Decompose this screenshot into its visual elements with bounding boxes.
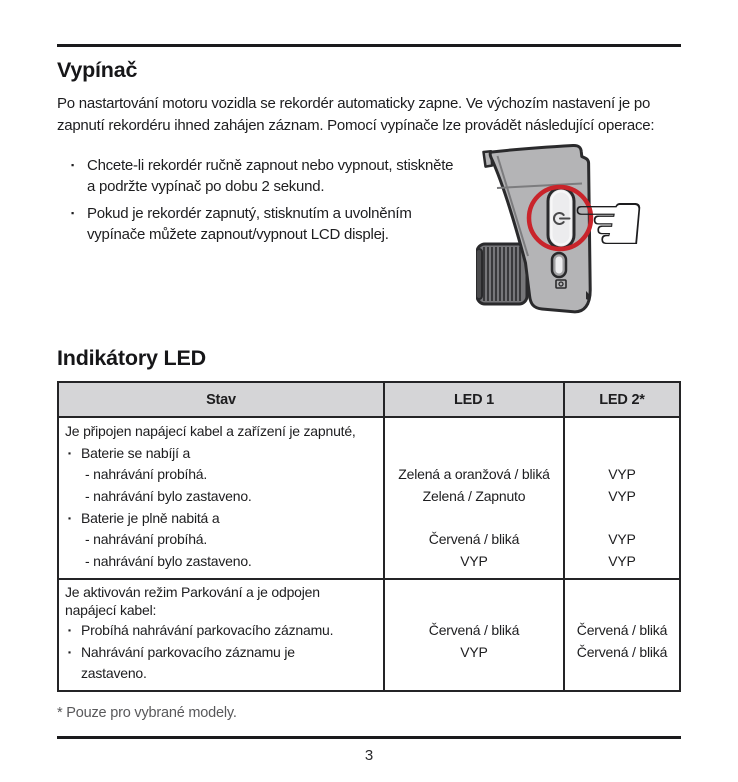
dashcam-figure-svg (476, 143, 681, 330)
stav-line (65, 486, 381, 508)
led1-value (387, 583, 561, 602)
top-rule (57, 44, 681, 47)
bullet-square-icon: ▪ (68, 625, 71, 635)
stav-line-text: Baterie je plně nabitá a (81, 509, 220, 526)
led-table-row (59, 578, 679, 690)
stav-line (65, 663, 381, 685)
led-table-row (59, 418, 679, 578)
led2-value: VYP (608, 466, 636, 483)
dashcam-illustration (476, 143, 681, 335)
led1-value: VYP (460, 643, 488, 660)
led-table-header (59, 383, 679, 418)
led2-value (567, 601, 677, 620)
stav-line-text: napájecí kabel: (65, 602, 157, 619)
stav-line (65, 529, 381, 551)
power-bullet-list (57, 155, 476, 251)
stav-line-text: Nahrávání parkovacího záznamu je (81, 643, 295, 660)
lens-barrel (476, 244, 527, 304)
table-footnote: * Pouze pro vybrané modely. (57, 705, 237, 722)
stav-line-text: - nahrávání bylo zastaveno. (85, 553, 252, 570)
led1-value: Červená / bliká (428, 531, 520, 548)
led2-value (567, 421, 677, 443)
stav-line (65, 443, 381, 465)
power-bullet-text: Pokud je rekordér zapnutý, stisknutím a uvolněním vypínače můžete zapnout/vypnout LCD displej. (87, 205, 412, 243)
stav-line (65, 551, 381, 573)
bullet-square-icon: ▪ (71, 208, 74, 218)
stav-line-text: - nahrávání bylo zastaveno. (85, 488, 252, 505)
bullet-square-icon: ▪ (71, 160, 74, 170)
side-slot (552, 253, 566, 277)
power-bullet-item (71, 155, 462, 197)
power-intro-paragraph: Po nastartování motoru vozidla se rekordér automaticky zapne. Ve výchozím nastavení je po zapnutí rekordéru ihned zahájen záznam. Pomocí vypínače lze provádět následující operace: (57, 95, 655, 134)
led2-value: VYP (608, 531, 636, 548)
stav-line-text: zastaveno. (81, 665, 147, 682)
stav-line-text: Je připojen napájecí kabel a zařízení je zapnuté, (65, 423, 356, 439)
stav-line-text: Je aktivován režim Parkování a je odpojen (65, 583, 320, 600)
cell-led1 (383, 580, 563, 690)
stav-line-text: - nahrávání probíhá. (85, 466, 208, 483)
led2-value: VYP (608, 488, 636, 505)
section-title-led: Indikátory LED (57, 346, 206, 370)
stav-line-text: - nahrávání probíhá. (85, 531, 208, 548)
stav-line (65, 642, 381, 664)
led-table-body (59, 418, 679, 690)
bullet-square-icon: ▪ (68, 447, 71, 458)
column-header-led1: LED 1 (383, 383, 563, 416)
led1-value (387, 421, 561, 443)
stav-line (65, 620, 381, 642)
led2-value: Červená / bliká (576, 643, 668, 660)
stav-line (65, 464, 381, 486)
led1-value (387, 443, 561, 465)
led1-value (387, 508, 561, 530)
bullet-square-icon: ▪ (68, 512, 71, 523)
cell-stav (59, 418, 383, 578)
led2-value (567, 508, 677, 530)
stav-line-text: Probíhá nahrávání parkovacího záznamu. (81, 622, 334, 638)
led2-value: VYP (608, 553, 636, 570)
section-title-power: Vypínač (57, 58, 138, 82)
led1-value: Zelená / Zapnuto (422, 488, 526, 505)
power-content-row (57, 149, 681, 335)
led1-value: Zelená a oranžová / bliká (398, 466, 550, 483)
stav-line (65, 601, 381, 620)
column-header-led2: LED 2* (563, 383, 679, 416)
cell-led2 (563, 418, 679, 578)
led-indicator-table (57, 381, 681, 692)
stav-line-text: Baterie se nabíjí a (81, 444, 191, 461)
cell-led1 (383, 418, 563, 578)
stav-line (65, 583, 381, 602)
led1-value: Červená / bliká (428, 622, 520, 638)
bullet-square-icon: ▪ (68, 646, 71, 657)
led2-value (567, 583, 677, 602)
cell-stav (59, 580, 383, 690)
page-number: 3 (364, 747, 374, 765)
cell-led2 (563, 580, 679, 690)
led2-value (567, 443, 677, 465)
led2-value: Červená / bliká (576, 622, 668, 638)
led1-value: VYP (460, 553, 488, 570)
led1-value (387, 663, 561, 685)
column-header-stav: Stav (206, 391, 236, 408)
power-bullet-text: Chcete-li rekordér ručně zapnout nebo vypnout, stiskněte a podržte vypínač po dobu 2 sekund. (87, 157, 454, 195)
led2-value (567, 663, 677, 685)
stav-line (65, 508, 381, 530)
pointing-hand-icon: ☜ (569, 171, 648, 274)
led1-value (387, 601, 561, 620)
manual-page (0, 44, 738, 782)
power-bullet-item (71, 203, 462, 245)
stav-line (65, 421, 381, 443)
